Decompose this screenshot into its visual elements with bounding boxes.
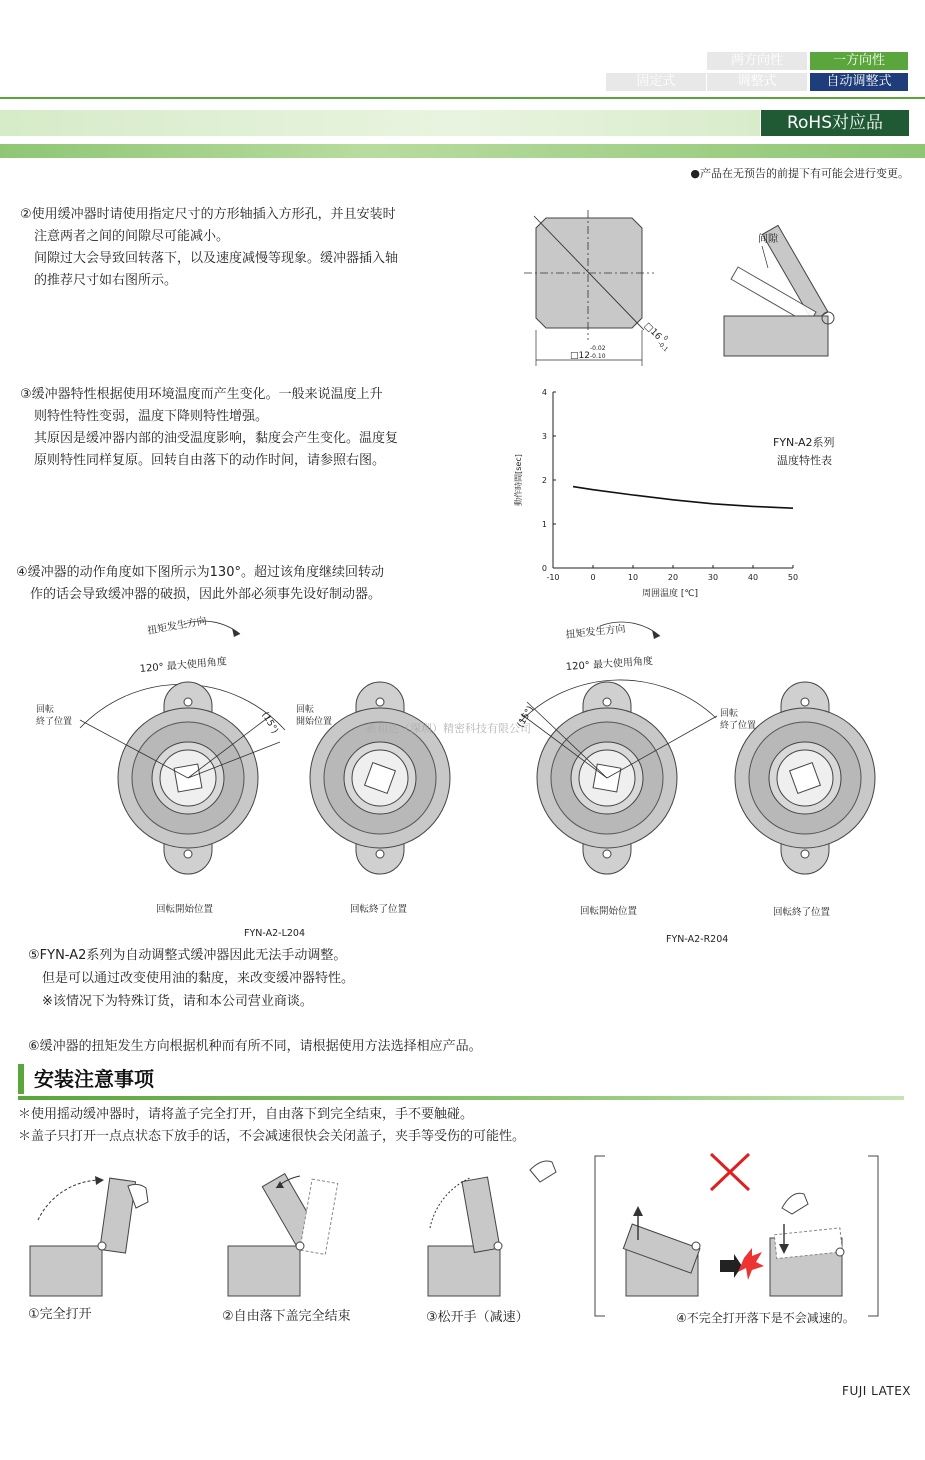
watermark: 新和达（深圳）精密科技有限公司 <box>366 722 531 735</box>
caption-start-1: 回転開始位置 <box>156 904 214 915</box>
chart-series-line <box>573 487 793 509</box>
model-right: FYN-A2-R204 <box>666 934 729 945</box>
chart-xtick-label: 0 <box>590 573 596 582</box>
end-pos-right-l1: 回転 <box>720 709 739 719</box>
header-rule <box>0 97 925 99</box>
shaft-dimension-diagram <box>520 210 680 370</box>
start-pos-l1: 回転 <box>296 705 315 715</box>
dim-bottom-tol-top: -0.02 <box>590 345 606 352</box>
end-pos-left-l2: 終了位置 <box>36 717 73 727</box>
damper-l-end <box>310 682 450 874</box>
notice-text: ●产品在无预告的前提下有可能会进行变更。 <box>690 167 909 180</box>
chart-ytick-label: 0 <box>541 564 547 573</box>
model-left: FYN-A2-L204 <box>244 928 305 939</box>
start-pos-l2: 開始位置 <box>296 717 333 727</box>
prohibited-x-icon <box>711 1154 749 1190</box>
tab-adjustable[interactable]: 调整式 <box>707 73 807 91</box>
chart-ytick-label: 2 <box>541 476 547 485</box>
rohs-band <box>0 110 760 136</box>
chart-title-line1: FYN-A2系列 <box>773 436 835 449</box>
torque-label-right: 扭矩发生方向 <box>565 623 626 641</box>
footer-brand: FUJI LATEX <box>842 1384 911 1398</box>
dim-diag-tol-top: 0 <box>661 334 670 343</box>
section2-text: ③缓冲器特性根据使用环境温度而产生变化。一般来说温度上升 则特性特性变弱，温度下降则特性增强。 其原因是缓冲器内部的油受温度影响，黏度会产生变化。温度复 原则特性同样复原。回转自由落下的动作时间，请参照右图。 <box>20 387 399 468</box>
section6-text: ⑥缓冲器的扭矩发生方向根据机种而有所不同，请根据使用方法选择相应产品。 <box>28 1039 482 1054</box>
step3-label: ③松开手（减速） <box>426 1310 529 1325</box>
caption-end-1: 回転終了位置 <box>350 904 408 915</box>
install-title-bar <box>18 1064 24 1094</box>
rohs-badge: RoHS对应品 <box>761 110 909 136</box>
chart-xtick-label: 50 <box>787 573 799 582</box>
angle15-right: (15°) <box>515 704 537 730</box>
chart-ytick-label: 1 <box>541 520 547 529</box>
chart-ytick-label: 3 <box>541 432 547 441</box>
tab-bidirectional[interactable]: 两方向性 <box>707 52 807 70</box>
install-title: 安装注意事项 <box>34 1067 154 1091</box>
step2-label: ②自由落下盖完全结束 <box>222 1309 351 1324</box>
dim-diag-label: □16 <box>641 321 664 343</box>
step2-figure <box>228 1174 338 1296</box>
step1-figure <box>30 1176 148 1296</box>
max-angle-right: 120° 最大使用角度 <box>565 655 654 673</box>
end-pos-right-l2: 終了位置 <box>720 721 757 731</box>
step3-figure <box>428 1161 556 1296</box>
install-underline <box>18 1096 904 1100</box>
section4-text: ⑤FYN-A2系列为自动调整式缓冲器因此无法手动调整。 但是可以通过改变使用油的黏度，来改变缓冲器特性。 ※该情况下为特殊订货，请和本公司营业商谈。 <box>28 948 355 1009</box>
tab-fixed[interactable]: 固定式 <box>606 73 706 91</box>
gap-label: 间隙 <box>758 234 778 245</box>
chart-xlabel: 周囲温度 [℃] <box>642 589 698 599</box>
section1-text: ②使用缓冲器时请使用指定尺寸的方形轴插入方形孔，并且安装时 注意两者之间的间隙尽可能减小。 间隙过大会导致回转落下，以及速度减慢等现象。缓冲器插入轴 的推荐尺寸如右图所示。 <box>20 207 399 288</box>
dim-bottom-label: □12 <box>570 351 590 361</box>
chart-xtick-label: 10 <box>627 573 639 582</box>
caption-start-2: 回転開始位置 <box>580 906 638 917</box>
chart-title-line2: 温度特性表 <box>777 454 832 467</box>
damper-r-end <box>735 682 875 874</box>
angle15-left: (15°) <box>259 710 280 736</box>
caption-end-2: 回転終了位置 <box>773 907 831 918</box>
chart-xtick-label: 40 <box>747 573 759 582</box>
green-bar <box>0 144 925 158</box>
dim-bottom-tol-bot: -0.10 <box>590 353 606 360</box>
temperature-chart <box>505 380 845 605</box>
damper-rotation-diagram <box>0 612 925 952</box>
chart-xtick-label: 30 <box>707 573 719 582</box>
torque-label-left: 扭矩发生方向 <box>146 615 208 637</box>
chart-ytick-label: 4 <box>541 388 547 397</box>
chart-xtick-label: -10 <box>546 573 560 582</box>
dim-diag-tol-bot: -0.1 <box>656 340 670 354</box>
damper-r-start <box>521 682 717 874</box>
step4-figure <box>623 1193 844 1296</box>
section3-text: ④缓冲器的动作角度如下图所示为130°。超过该角度继续回转动 作的话会导致缓冲器的破损，因此外部必须事先设好制动器。 <box>16 565 384 602</box>
tab-auto-adjust[interactable]: 自动调整式 <box>810 73 908 91</box>
step1-label: ①完全打开 <box>28 1307 92 1322</box>
chart-xtick-label: 20 <box>667 573 679 582</box>
max-angle-left: 120° 最大使用角度 <box>139 656 228 675</box>
tab-unidirectional[interactable]: 一方向性 <box>810 52 908 70</box>
chart-ylabel: 動作時間[sec] <box>514 454 523 506</box>
install-notes: ＊使用摇动缓冲器时，请将盖子完全打开，自由落下到完全结束，手不要触碰。 ＊盖子只打开一点点状态下放手的话，不会减速很快会关闭盖子，夹手等受伤的可能性。 <box>18 1107 526 1144</box>
gap-lid-diagram <box>720 212 860 362</box>
damper-l-start <box>80 682 280 874</box>
end-pos-left-l1: 回転 <box>36 705 55 715</box>
step4-label: ④不完全打开落下是不会减速的。 <box>676 1311 855 1325</box>
